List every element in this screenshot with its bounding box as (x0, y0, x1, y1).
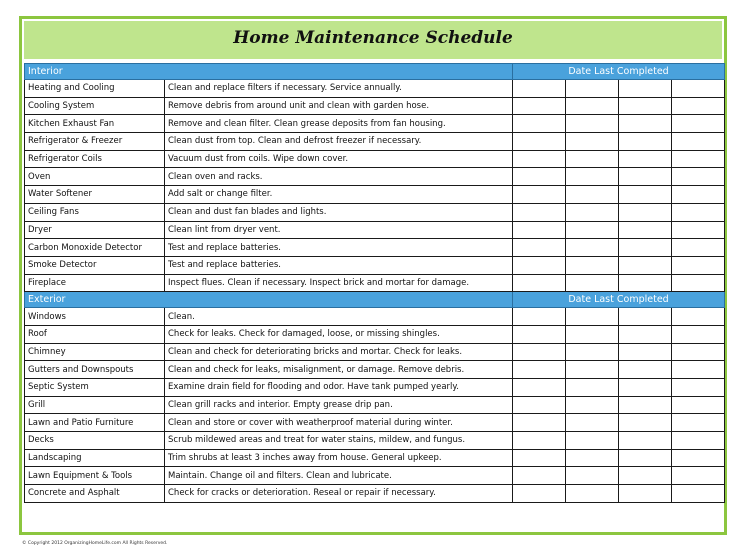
date-cell[interactable] (619, 379, 672, 397)
table-row (25, 256, 725, 274)
date-cell[interactable] (566, 343, 619, 361)
date-cell[interactable] (513, 239, 566, 257)
table-row (25, 396, 725, 414)
date-cell[interactable] (513, 256, 566, 274)
date-cell[interactable] (513, 361, 566, 379)
table-row (25, 150, 725, 168)
date-cell[interactable] (672, 361, 725, 379)
item-cell: Smoke Detector (25, 256, 165, 274)
date-cell[interactable] (513, 396, 566, 414)
item-cell: Windows (25, 308, 165, 326)
table-row (25, 168, 725, 186)
item-cell: Grill (25, 396, 165, 414)
item-cell: Concrete and Asphalt (25, 485, 165, 503)
table-row (25, 133, 725, 151)
item-cell: Oven (25, 168, 165, 186)
task-cell: Clean grill racks and interior. Empty grease drip pan. (165, 396, 513, 414)
date-cell[interactable] (672, 325, 725, 343)
task-cell: Examine drain field for flooding and odor. Have tank pumped yearly. (165, 379, 513, 397)
date-cell[interactable] (566, 150, 619, 168)
date-cell[interactable] (672, 168, 725, 186)
task-cell: Check for cracks or deterioration. Reseal or repair if necessary. (165, 485, 513, 503)
task-cell: Test and replace batteries. (165, 239, 513, 257)
date-cell[interactable] (566, 221, 619, 239)
page-title: Home Maintenance Schedule (233, 28, 513, 48)
task-cell: Check for leaks. Check for damaged, loose, or missing shingles. (165, 325, 513, 343)
task-cell: Clean. (165, 308, 513, 326)
exterior-section-label: Exterior (25, 292, 513, 308)
date-cell[interactable] (619, 221, 672, 239)
task-cell: Maintain. Change oil and filters. Clean and lubricate. (165, 467, 513, 485)
date-cell[interactable] (672, 274, 725, 292)
date-cell[interactable] (619, 467, 672, 485)
date-cell[interactable] (619, 325, 672, 343)
date-cell[interactable] (619, 274, 672, 292)
task-cell: Inspect flues. Clean if necessary. Inspect brick and mortar for damage. (165, 274, 513, 292)
date-cell[interactable] (566, 485, 619, 503)
date-cell[interactable] (513, 343, 566, 361)
date-cell[interactable] (672, 396, 725, 414)
date-cell[interactable] (566, 186, 619, 204)
interior-section-label: Interior (25, 64, 513, 80)
item-cell: Chimney (25, 343, 165, 361)
date-cell[interactable] (513, 97, 566, 115)
date-cell[interactable] (619, 239, 672, 257)
item-cell: Cooling System (25, 97, 165, 115)
date-cell[interactable] (566, 414, 619, 432)
date-cell[interactable] (672, 186, 725, 204)
date-cell[interactable] (672, 414, 725, 432)
date-cell[interactable] (513, 485, 566, 503)
date-cell[interactable] (672, 203, 725, 221)
item-cell: Lawn Equipment & Tools (25, 467, 165, 485)
date-cell[interactable] (619, 361, 672, 379)
task-cell: Trim shrubs at least 3 inches away from house. General upkeep. (165, 449, 513, 467)
task-cell: Remove and clean filter. Clean grease deposits from fan housing. (165, 115, 513, 133)
date-cell[interactable] (513, 449, 566, 467)
date-cell[interactable] (513, 308, 566, 326)
table-row (25, 239, 725, 257)
table-row (25, 308, 725, 326)
date-cell[interactable] (619, 396, 672, 414)
date-cell[interactable] (566, 239, 619, 257)
date-cell[interactable] (566, 256, 619, 274)
date-cell[interactable] (566, 203, 619, 221)
item-cell: Refrigerator & Freezer (25, 133, 165, 151)
date-cell[interactable] (672, 239, 725, 257)
item-cell: Roof (25, 325, 165, 343)
table-row (25, 449, 725, 467)
date-cell[interactable] (513, 115, 566, 133)
date-cell[interactable] (566, 379, 619, 397)
date-cell[interactable] (619, 485, 672, 503)
date-cell[interactable] (619, 80, 672, 98)
item-cell: Ceiling Fans (25, 203, 165, 221)
date-cell[interactable] (513, 379, 566, 397)
table-row (25, 325, 725, 343)
item-cell: Carbon Monoxide Detector (25, 239, 165, 257)
task-cell: Add salt or change filter. (165, 186, 513, 204)
task-cell: Clean and store or cover with weatherproof material during winter. (165, 414, 513, 432)
task-cell: Clean and check for leaks, misalignment, or damage. Remove debris. (165, 361, 513, 379)
table-row (25, 361, 725, 379)
date-cell[interactable] (619, 449, 672, 467)
item-cell: Fireplace (25, 274, 165, 292)
task-cell: Clean and dust fan blades and lights. (165, 203, 513, 221)
date-cell[interactable] (513, 467, 566, 485)
date-cell[interactable] (672, 150, 725, 168)
task-cell: Remove debris from around unit and clean with garden hose. (165, 97, 513, 115)
date-cell[interactable] (619, 97, 672, 115)
task-cell: Clean oven and racks. (165, 168, 513, 186)
date-cell[interactable] (566, 115, 619, 133)
date-cell[interactable] (672, 379, 725, 397)
item-cell: Gutters and Downspouts (25, 361, 165, 379)
date-cell[interactable] (566, 80, 619, 98)
date-cell[interactable] (672, 485, 725, 503)
table-row (25, 414, 725, 432)
date-cell[interactable] (566, 432, 619, 450)
item-cell: Water Softener (25, 186, 165, 204)
item-cell: Septic System (25, 379, 165, 397)
date-cell[interactable] (672, 97, 725, 115)
date-cell[interactable] (513, 432, 566, 450)
date-cell[interactable] (566, 325, 619, 343)
date-cell[interactable] (513, 150, 566, 168)
date-cell[interactable] (672, 80, 725, 98)
task-cell: Clean dust from top. Clean and defrost freezer if necessary. (165, 133, 513, 151)
task-cell: Clean and replace filters if necessary. Service annually. (165, 80, 513, 98)
item-cell: Lawn and Patio Furniture (25, 414, 165, 432)
date-cell[interactable] (619, 414, 672, 432)
table-row (25, 203, 725, 221)
table-row (25, 379, 725, 397)
date-cell[interactable] (566, 308, 619, 326)
task-cell: Clean and check for deteriorating bricks and mortar. Check for leaks. (165, 343, 513, 361)
item-cell: Kitchen Exhaust Fan (25, 115, 165, 133)
date-cell[interactable] (513, 325, 566, 343)
date-cell[interactable] (619, 150, 672, 168)
schedule-table (24, 63, 725, 503)
date-cell[interactable] (513, 414, 566, 432)
date-cell[interactable] (619, 256, 672, 274)
date-cell[interactable] (619, 115, 672, 133)
date-cell[interactable] (566, 361, 619, 379)
date-cell[interactable] (566, 97, 619, 115)
date-cell[interactable] (672, 221, 725, 239)
task-cell: Vacuum dust from coils. Wipe down cover. (165, 150, 513, 168)
date-cell[interactable] (619, 308, 672, 326)
date-cell[interactable] (513, 133, 566, 151)
date-cell[interactable] (513, 203, 566, 221)
date-cell[interactable] (619, 203, 672, 221)
date-cell[interactable] (619, 168, 672, 186)
date-cell[interactable] (672, 308, 725, 326)
item-cell: Refrigerator Coils (25, 150, 165, 168)
title-bar (24, 21, 722, 59)
date-cell[interactable] (619, 133, 672, 151)
date-cell[interactable] (672, 467, 725, 485)
date-cell[interactable] (672, 115, 725, 133)
table-row (25, 467, 725, 485)
table-row (25, 432, 725, 450)
date-cell[interactable] (566, 274, 619, 292)
date-last-completed-header: Date Last Completed (513, 292, 725, 308)
date-cell[interactable] (513, 80, 566, 98)
table-row (25, 343, 725, 361)
table-row (25, 115, 725, 133)
date-cell[interactable] (513, 221, 566, 239)
page-frame (19, 16, 727, 535)
task-cell: Test and replace batteries. (165, 256, 513, 274)
date-cell[interactable] (513, 186, 566, 204)
date-cell[interactable] (566, 168, 619, 186)
item-cell: Decks (25, 432, 165, 450)
date-cell[interactable] (672, 133, 725, 151)
table-row (25, 221, 725, 239)
date-cell[interactable] (513, 274, 566, 292)
date-cell[interactable] (619, 432, 672, 450)
date-cell[interactable] (672, 343, 725, 361)
exterior-section-header (25, 292, 725, 308)
date-last-completed-header: Date Last Completed (513, 64, 725, 80)
table-row (25, 97, 725, 115)
copyright-footer: © Copyright 2012 OrganizingHomeLife.com All Rights Reserved. (22, 541, 168, 546)
date-cell[interactable] (513, 168, 566, 186)
table-row (25, 485, 725, 503)
task-cell: Clean lint from dryer vent. (165, 221, 513, 239)
date-cell[interactable] (566, 449, 619, 467)
task-cell: Scrub mildewed areas and treat for water stains, mildew, and fungus. (165, 432, 513, 450)
item-cell: Heating and Cooling (25, 80, 165, 98)
date-cell[interactable] (566, 467, 619, 485)
table-row (25, 186, 725, 204)
item-cell: Dryer (25, 221, 165, 239)
interior-section-header (25, 64, 725, 80)
date-cell[interactable] (619, 186, 672, 204)
date-cell[interactable] (672, 256, 725, 274)
date-cell[interactable] (566, 133, 619, 151)
item-cell: Landscaping (25, 449, 165, 467)
table-row (25, 274, 725, 292)
table-row (25, 80, 725, 98)
date-cell[interactable] (672, 432, 725, 450)
date-cell[interactable] (672, 449, 725, 467)
date-cell[interactable] (619, 343, 672, 361)
date-cell[interactable] (566, 396, 619, 414)
